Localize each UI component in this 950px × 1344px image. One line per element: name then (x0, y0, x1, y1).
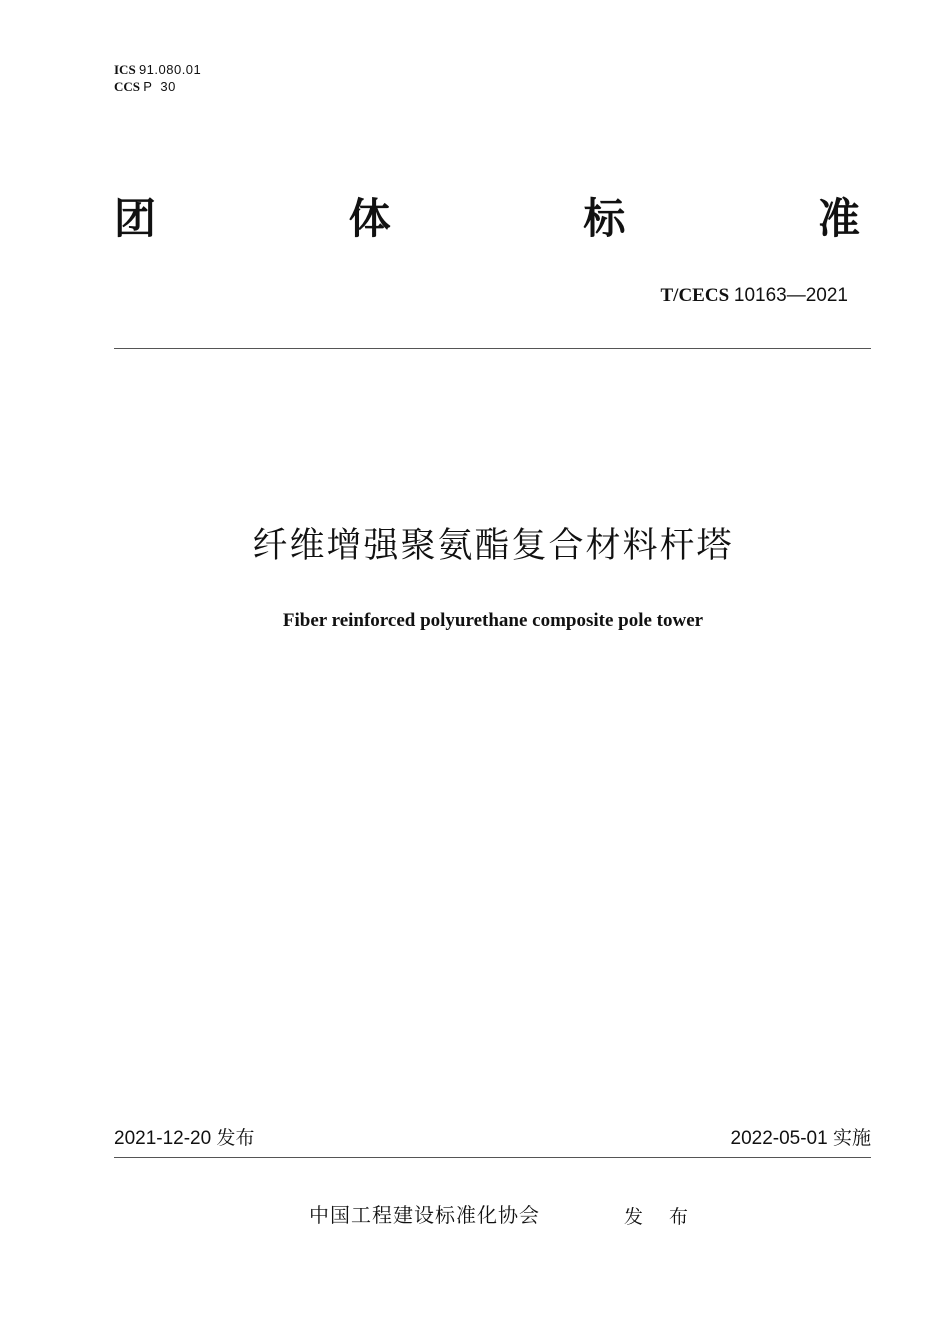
title-chinese: 纤维增强聚氨酯复合材料杆塔 (252, 526, 734, 566)
issue-date (114, 1125, 255, 1152)
ics-label: ICS (114, 62, 136, 77)
implementation-label: 实施 (832, 1127, 871, 1149)
standard-type-heading (114, 192, 860, 246)
standard-type-char: 标 (583, 194, 626, 243)
bottom-divider (114, 1157, 871, 1158)
top-divider (114, 348, 871, 349)
issue-label: 发布 (216, 1127, 255, 1149)
issue-date-value: 2021-12-20 (114, 1128, 212, 1149)
ccs-code (114, 78, 201, 95)
standard-number-value: 10163—2021 (733, 285, 848, 306)
publish-label: 发 布 (624, 1206, 699, 1228)
implementation-date (731, 1125, 872, 1152)
publisher-name: 中国工程建设标准化协会 (309, 1203, 540, 1227)
title-english: Fiber reinforced polyurethane composite pole tower (282, 610, 704, 631)
standard-type-char: 准 (817, 194, 860, 243)
standard-type-char: 体 (348, 194, 391, 243)
ccs-value: P 30 (143, 79, 176, 94)
standard-type-char: 团 (114, 194, 157, 243)
standard-number-prefix: T/CECS (660, 285, 730, 306)
ccs-label: CCS (114, 79, 141, 94)
ics-value: 91.080.01 (138, 62, 202, 77)
implementation-date-value: 2022-05-01 (730, 1128, 828, 1149)
ics-code (114, 61, 201, 78)
classification-codes (114, 61, 201, 95)
standard-number (661, 284, 849, 308)
